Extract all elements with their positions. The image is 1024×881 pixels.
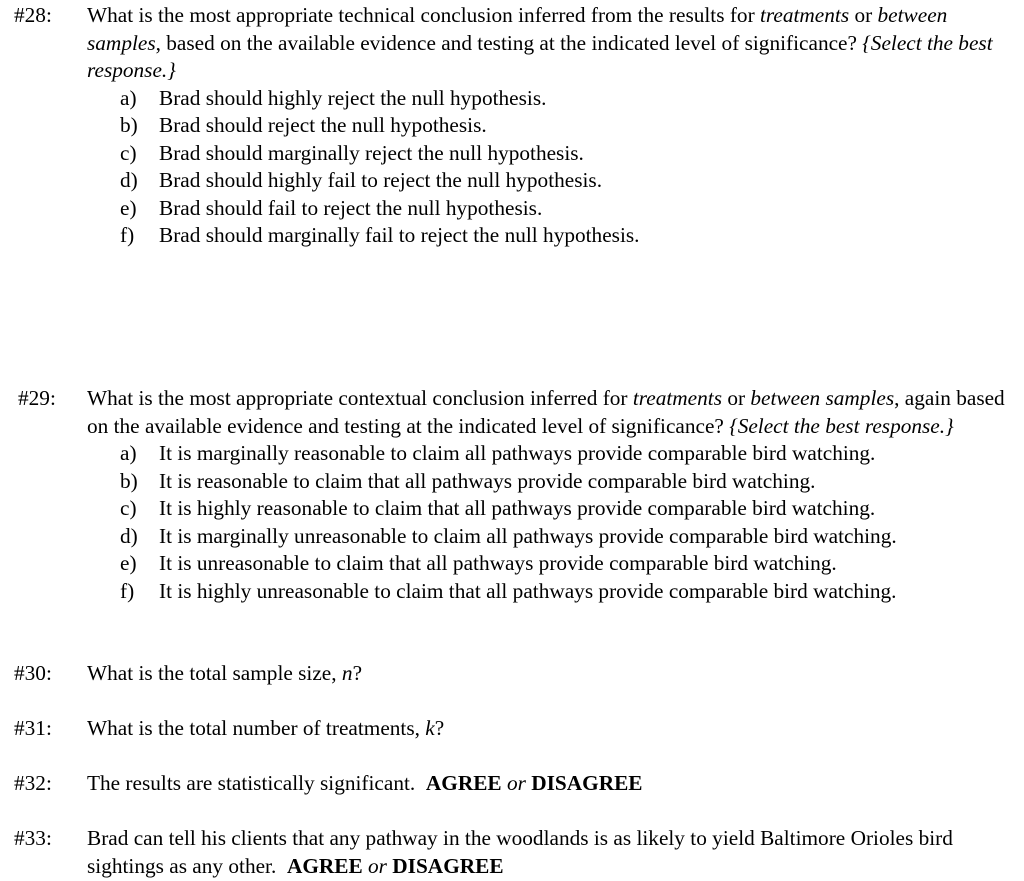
option-text: Brad should marginally reject the null hypothesis. — [159, 140, 584, 165]
option-letter: e) — [120, 551, 137, 575]
stem-emphasis: between samples — [750, 386, 895, 410]
question-number: #33: — [14, 826, 52, 850]
variable: k — [425, 716, 435, 740]
or-word: or — [506, 771, 526, 795]
option-text: It is marginally reasonable to claim all pathways provide comparable bird watching. — [159, 441, 876, 465]
option-letter: d) — [120, 168, 138, 192]
option-e[interactable] — [87, 550, 1017, 578]
option-b[interactable] — [87, 112, 1017, 140]
option-text: Brad should fail to reject the null hypothesis. — [159, 195, 543, 220]
stem-text: What is the most appropriate technical conclusion inferred from the results for — [87, 3, 755, 27]
option-letter: b) — [120, 468, 138, 493]
option-text: Brad should reject the null hypothesis. — [159, 113, 487, 137]
agree-choice[interactable]: AGREE — [286, 853, 363, 878]
stem-text: What is the total sample size, — [87, 661, 337, 685]
stem-text: The results are statistically significant. — [87, 771, 416, 795]
disagree-choice[interactable]: DISAGREE — [531, 771, 643, 795]
stem-text: , based on the available evidence and testing at the indicated level of significance? — [155, 30, 857, 55]
option-d[interactable] — [87, 523, 1017, 551]
option-letter: b) — [120, 113, 138, 137]
option-letter: d) — [120, 523, 138, 548]
instruction: {Select the best response.} — [87, 30, 993, 82]
option-letter: f) — [120, 223, 135, 247]
variable: n — [341, 661, 353, 685]
question-number: #29: — [18, 386, 56, 410]
option-f[interactable] — [87, 578, 1017, 606]
stem-text: , again based on the available evidence and testing at the indicated level of significance? — [87, 386, 1005, 438]
stem-text: What is the most appropriate contextual conclusion inferred for — [87, 386, 628, 410]
option-letter: f) — [120, 578, 135, 603]
stem-emphasis: between samples — [87, 3, 948, 55]
question-stem — [87, 660, 1017, 688]
option-a[interactable] — [87, 85, 1017, 113]
question-number: #31: — [14, 716, 52, 740]
option-b[interactable] — [87, 468, 1017, 496]
question-number: #32: — [14, 771, 52, 795]
option-letter: c) — [120, 496, 137, 520]
question-stem — [87, 385, 1017, 605]
option-text: It is highly reasonable to claim that all pathways provide comparable bird watching. — [159, 496, 876, 520]
instruction: {Select the best response.} — [729, 413, 954, 438]
stem-text: What is the total number of treatments, — [87, 716, 420, 740]
stem-text: or — [727, 386, 746, 410]
disagree-choice[interactable]: DISAGREE — [392, 853, 504, 878]
option-text: It is reasonable to claim that all pathways provide comparable bird watching. — [159, 468, 816, 493]
option-text: It is unreasonable to claim that all pathways provide comparable bird watching. — [159, 551, 837, 575]
option-e[interactable] — [87, 195, 1017, 223]
question-stem — [87, 825, 1017, 880]
option-letter: a) — [120, 441, 137, 465]
option-list — [87, 85, 1017, 250]
question-number: #30: — [14, 661, 52, 685]
question-number: #28: — [14, 3, 52, 27]
stem-text: ? — [434, 716, 445, 740]
option-text: Brad should highly fail to reject the null hypothesis. — [159, 168, 603, 192]
option-c[interactable] — [87, 140, 1017, 168]
option-letter: c) — [120, 140, 137, 165]
stem-emphasis: treatments — [760, 3, 850, 27]
option-text: Brad should marginally fail to reject the null hypothesis. — [159, 223, 640, 247]
option-letter: a) — [120, 85, 137, 110]
stem-emphasis: treatments — [632, 386, 722, 410]
option-text: It is marginally unreasonable to claim all pathways provide comparable bird watching. — [159, 523, 897, 548]
stem-text: or — [854, 3, 873, 27]
option-text: Brad should highly reject the null hypothesis. — [159, 85, 547, 110]
question-stem — [87, 770, 1017, 798]
option-f[interactable] — [87, 222, 1017, 250]
option-d[interactable] — [87, 167, 1017, 195]
stem-text: ? — [352, 661, 363, 685]
or-word: or — [368, 853, 387, 878]
stem-text: Brad can tell his clients that any pathway in the woodlands is as likely to yield Baltimore Orioles bird sightings as any other. — [87, 826, 953, 878]
agree-choice[interactable]: AGREE — [425, 771, 502, 795]
option-c[interactable] — [87, 495, 1017, 523]
option-letter: e) — [120, 195, 137, 220]
option-list — [87, 440, 1017, 605]
question-stem — [87, 715, 1017, 743]
option-text: It is highly unreasonable to claim that all pathways provide comparable bird watching. — [159, 578, 897, 603]
option-a[interactable] — [87, 440, 1017, 468]
question-stem — [87, 2, 1017, 250]
